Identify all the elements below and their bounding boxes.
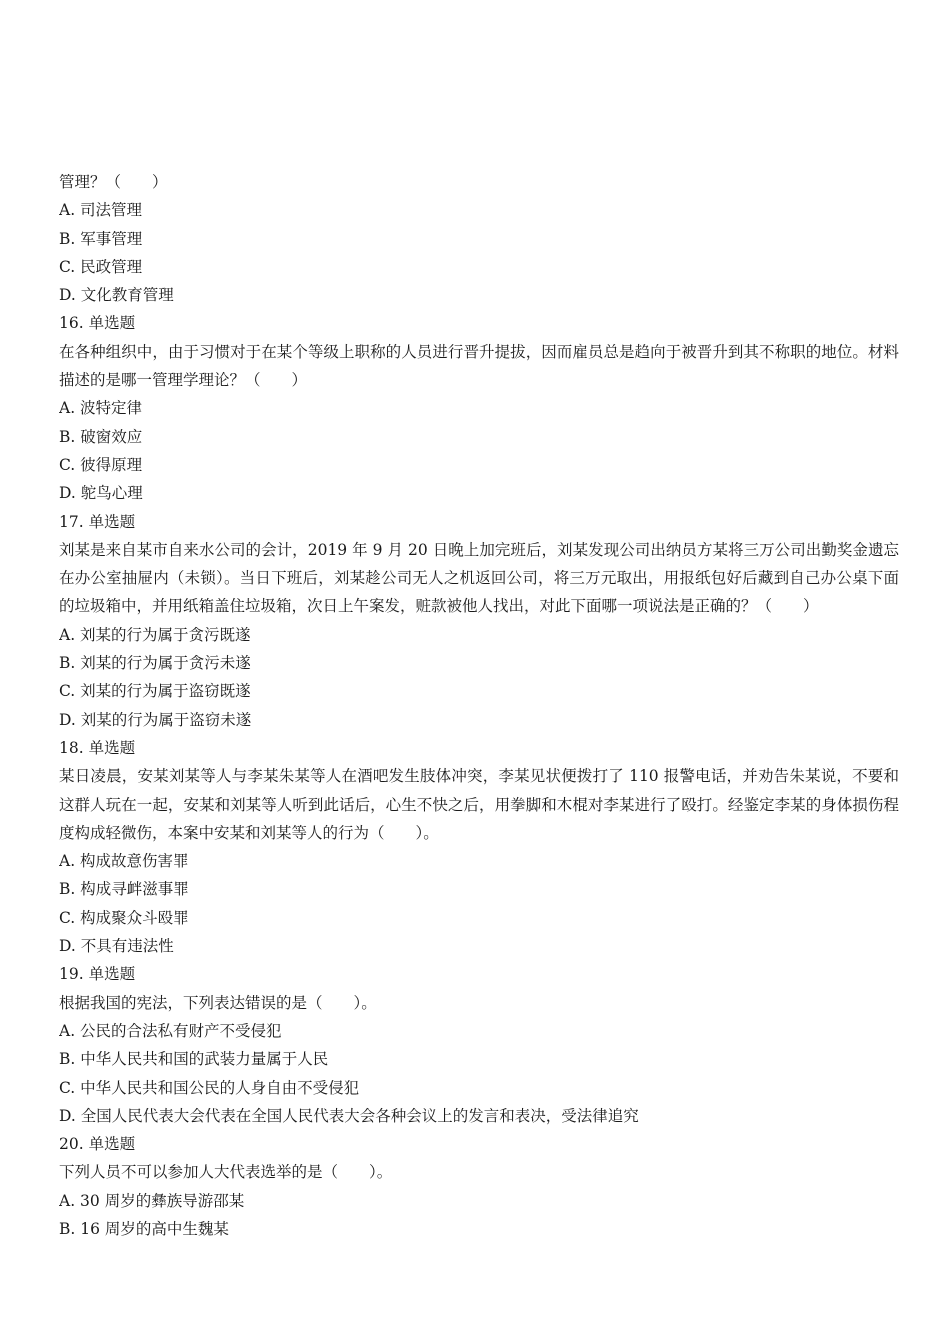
option-b: B. 军事管理 [59, 229, 143, 248]
question-header-18: 18. 单选题 [59, 738, 136, 757]
option-d: D. 不具有违法性 [59, 937, 174, 956]
question-stem-17: 刘某是来自某市自来水公司的会计，2019 年 9 月 20 日晚上加完班后，刘某发现公司出纳员方某将三万公司出勤奖金遗忘在办公室抽屉内（未锁）。当日下班后，刘某趁公司无人之机返回公司，将三万元取出，用报纸包好后藏到自己办公桌下面的垃圾箱中，并用纸箱盖住垃圾箱，次日上午案发，赃款被他人找出，对此下面哪一项说法是正确的？（ ） [59, 540, 899, 616]
option-b: B. 破窗效应 [59, 427, 143, 446]
question-stem-continuation: 管理？（ ） [59, 173, 168, 191]
question-header-17: 17. 单选题 [59, 512, 136, 531]
option-a: A. 构成故意伤害罪 [59, 852, 189, 871]
question-header-20: 20. 单选题 [59, 1135, 136, 1154]
option-a: A. 波特定律 [59, 399, 143, 418]
option-d: D. 鸵鸟心理 [59, 484, 143, 503]
option-c: C. 刘某的行为属于盗窃既遂 [59, 682, 251, 701]
question-stem-18: 某日凌晨，安某刘某等人与李某朱某等人在酒吧发生肢体冲突，李某见状便拨打了 110 报警电话，并劝告朱某说，不要和这群人玩在一起，安某和刘某等人听到此话后，心生不快之后，用拳脚和木棍对李某进行了殴打。经鉴定李某的身体损伤程度构成轻微伤，本案中安某和刘某等人的行为（ ）。 [59, 767, 899, 842]
option-c: C. 中华人民共和国公民的人身自由不受侵犯 [59, 1078, 360, 1097]
question-header-19: 19. 单选题 [59, 965, 136, 984]
question-stem-16: 在各种组织中，由于习惯对于在某个等级上职称的人员进行晋升提拔，因而雇员总是趋向于被晋升到其不称职的地位。材料描述的是哪一管理学理论？（ ） [59, 342, 899, 390]
option-c: C. 彼得原理 [59, 455, 143, 474]
option-c: C. 构成聚众斗殴罪 [59, 908, 189, 927]
question-stem-20: 下列人员不可以参加人大代表选举的是（ ）。 [59, 1163, 393, 1182]
option-a: A. 30 周岁的彝族导游邵某 [59, 1191, 245, 1210]
option-b: B. 中华人民共和国的武装力量属于人民 [59, 1050, 329, 1069]
option-a: A. 刘某的行为属于贪污既遂 [59, 625, 251, 644]
option-c: C. 民政管理 [59, 257, 143, 276]
option-d: D. 文化教育管理 [59, 286, 174, 305]
option-a: A. 司法管理 [59, 201, 143, 220]
option-d: D. 刘某的行为属于盗窃未遂 [59, 710, 252, 729]
option-a: A. 公民的合法私有财产不受侵犯 [59, 1021, 282, 1040]
option-b: B. 刘某的行为属于贪污未遂 [59, 654, 251, 673]
option-b: B. 构成寻衅滋事罪 [59, 880, 189, 899]
question-stem-19: 根据我国的宪法，下列表达错误的是（ ）。 [59, 993, 377, 1012]
option-d: D. 全国人民代表大会代表在全国人民代表大会各种会议上的发言和表决，受法律追究 [59, 1106, 639, 1125]
option-b: B. 16 周岁的高中生魏某 [59, 1219, 229, 1238]
question-header-16: 16. 单选题 [59, 314, 136, 333]
document-body [59, 168, 899, 1243]
